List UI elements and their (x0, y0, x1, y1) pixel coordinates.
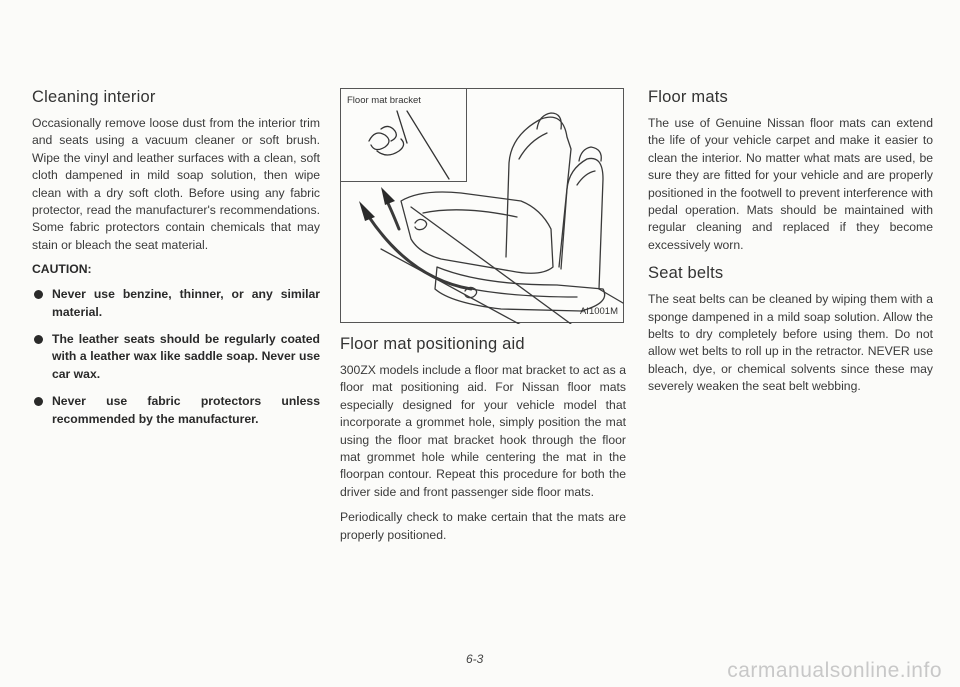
caution-item (32, 331, 320, 383)
column-floor-mat-aid (340, 88, 626, 552)
heading-seat-belts: Seat belts (648, 264, 724, 283)
heading-floor-mats: Floor mats (648, 88, 728, 106)
caution-item (32, 286, 320, 321)
bullet-icon (34, 290, 43, 299)
bullet-icon (34, 397, 43, 406)
caution-label: CAUTION: (32, 262, 92, 277)
caution-list (32, 286, 320, 428)
column-cleaning (32, 88, 320, 438)
figure-code: AI1001M (579, 306, 618, 317)
caution-text: Never use fabric protectors unless recommended by the manufacturer. (52, 394, 320, 426)
floor-mats-body: The use of Genuine Nissan floor mats can extend the life of your vehicle carpet and make it easier to clean the interior. No matter what mats are used, be sure they are fitted for your vehicle and are properly positioned in the footwell to prevent interference with pedal operation. Mats should be maintained with regular cleaning and replaced if they become excessively worn. (648, 116, 933, 252)
watermark: carmanualsonline.info (727, 659, 942, 682)
caution-item (32, 393, 320, 428)
figure-label: Floor mat bracket (347, 95, 421, 106)
caution-text: The leather seats should be regularly coated with a leather wax like saddle soap. Never use car wax. (52, 332, 320, 381)
floor-aid-para-1: 300ZX models include a floor mat bracket to act as a floor mat positioning aid. For Nissan floor mats especially designed for your vehicle model that incorporate a grommet hole, simply position the mat using the floor mat bracket hook through the floor mat grommet hole while centering the mat in the floorpan contour. Repeat this procedure for both the driver side and front passenger side floor mats. (340, 363, 626, 499)
floor-mat-figure (340, 88, 624, 323)
seat-belts-body: The seat belts can be cleaned by wiping them with a sponge dampened in a mild soap solution. Allow the belts to dry completely before using them. Do not allow wet belts to roll up in the retractor. NEVER use bleach, dye, or chemical solvents since these may severely weaken the seat belt webbing. (648, 292, 933, 394)
heading-cleaning-interior: Cleaning interior (32, 88, 156, 106)
page-number: 6-3 (466, 652, 484, 666)
floor-aid-para-2: Periodically check to make certain that the mats are properly positioned. (340, 510, 626, 542)
cleaning-body: Occasionally remove loose dust from the interior trim and seats using a vacuum cleaner or soft brush. Wipe the vinyl and leather surfaces with a clean, soft cloth dampened in mild soap solution, then wipe clean with a dry soft cloth. Before using any fabric protector, read the manufacturer's recommendations. Some fabric protectors contain chemicals that may stain or bleach the seat material. (32, 116, 320, 252)
caution-text: Never use benzine, thinner, or any similar material. (52, 287, 320, 319)
heading-floor-mat-aid: Floor mat positioning aid (340, 335, 525, 353)
column-floor-mats (648, 88, 933, 404)
bullet-icon (34, 335, 43, 344)
